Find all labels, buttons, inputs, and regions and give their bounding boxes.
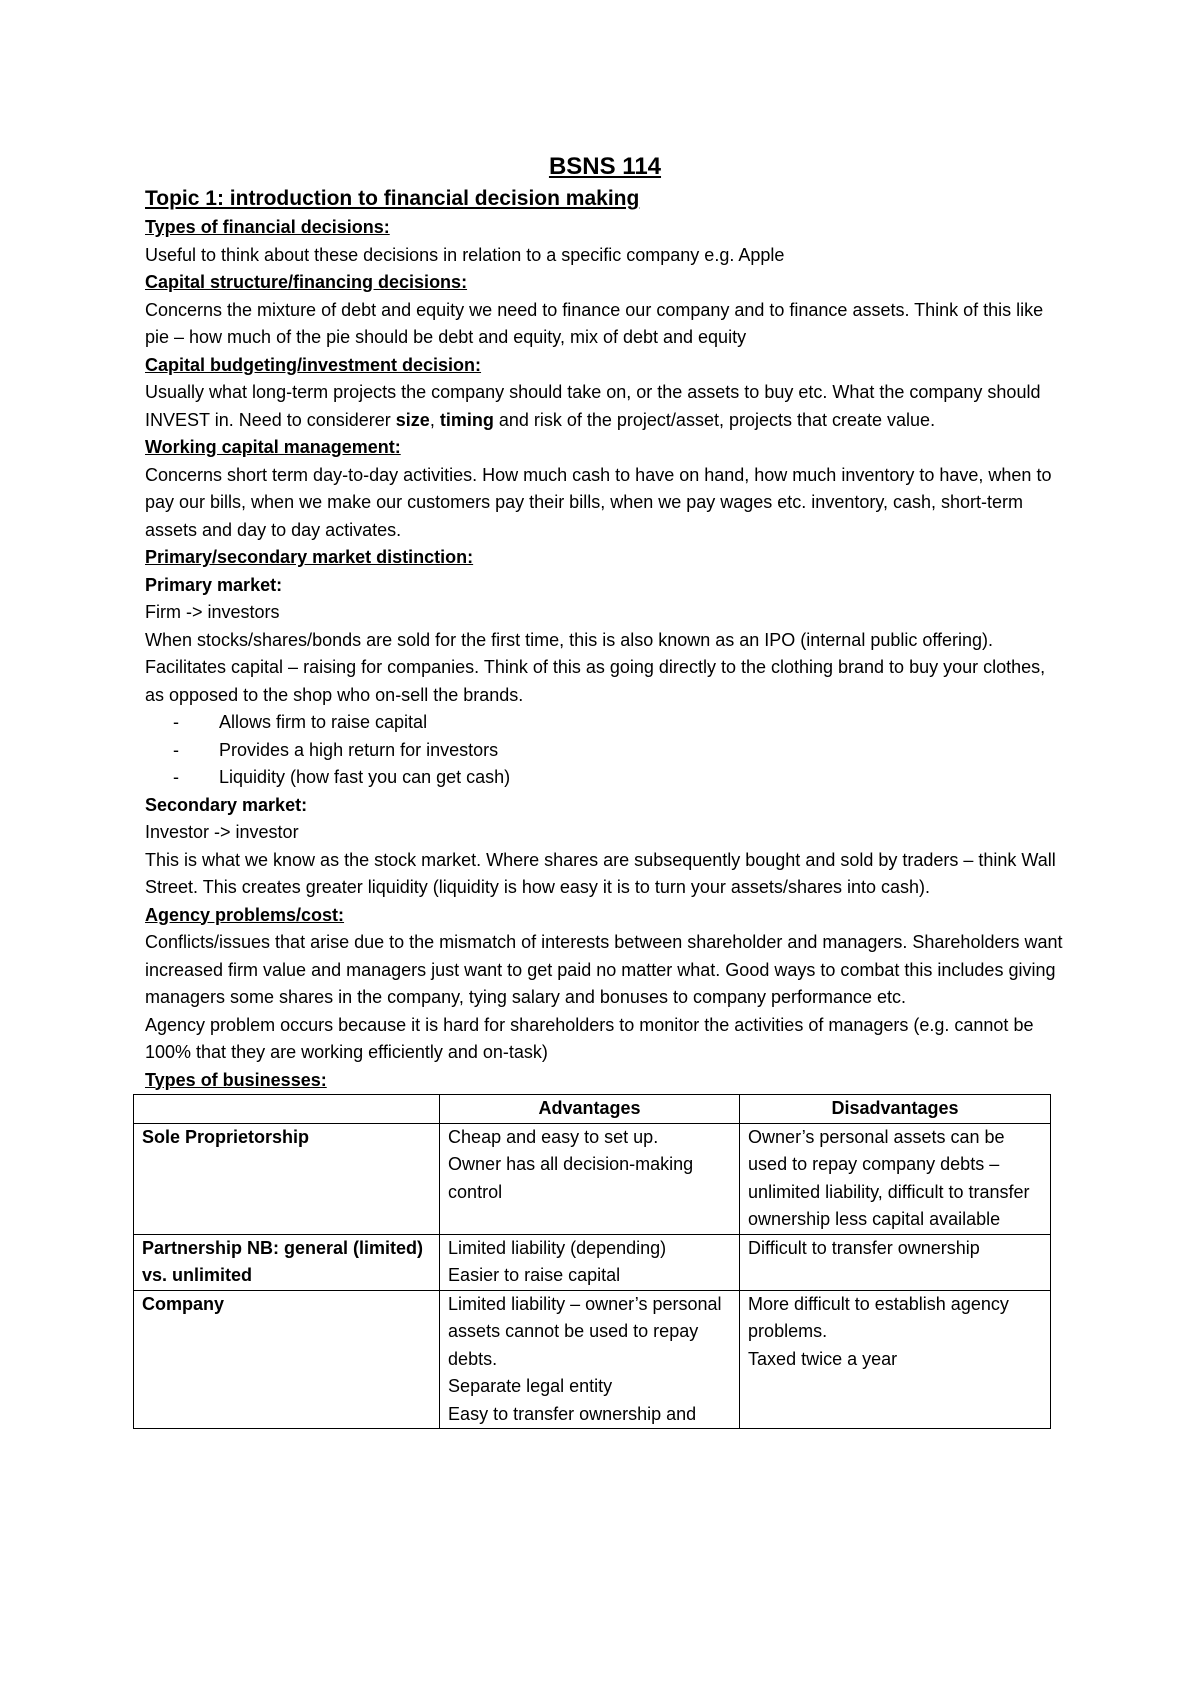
- disadvantages-cell: [740, 1234, 1051, 1290]
- table-header-row: [134, 1095, 1051, 1124]
- document-page: [142, 150, 1065, 1429]
- capital-budgeting-text: [145, 379, 1065, 434]
- types-text: Useful to think about these decisions in relation to a specific company e.g. Apple: [145, 244, 785, 265]
- cell-line: Taxed twice a year: [748, 1348, 898, 1369]
- cell-line: Owner has all decision-making control: [448, 1154, 694, 1202]
- primary-bullet-list: [145, 709, 1065, 792]
- capital-budgeting-text-part: ,: [429, 409, 440, 430]
- capital-structure-text: Concerns the mixture of debt and equity we need to finance our company and to finance assets. Think of this like pie – how much of the pie should be debt and equity, mix of debt and equity: [145, 299, 1044, 347]
- primary-market-heading: Primary market:: [145, 574, 283, 595]
- secondary-text: This is what we know as the stock market. Where shares are subsequently bought and sold by traders – think Wall Street. This creates greater liquidity (liquidity is how easy it is to turn your assets/shares into cash).: [145, 849, 1056, 897]
- business-type-cell: [134, 1290, 440, 1429]
- list-item: - Allows firm to raise capital: [173, 709, 1065, 737]
- cell-line: Easy to transfer ownership and: [448, 1403, 697, 1424]
- primary-flow: Firm -> investors: [145, 602, 280, 622]
- business-types-table: [133, 1094, 1051, 1429]
- secondary-flow: Investor -> investor: [145, 822, 299, 842]
- business-types-heading: Types of businesses:: [145, 1069, 327, 1090]
- cell-line: Difficult to transfer ownership: [748, 1237, 980, 1258]
- cell-line: Limited liability – owner’s personal assets cannot be used to repay debts.: [448, 1293, 722, 1369]
- types-heading: Types of financial decisions:: [145, 217, 390, 237]
- working-capital-heading: Working capital management:: [145, 437, 401, 457]
- table-header-cell: [134, 1095, 440, 1124]
- agency-heading: Agency problems/cost:: [145, 904, 345, 925]
- market-heading: Primary/secondary market distinction:: [145, 547, 474, 567]
- business-type-cell: [134, 1234, 440, 1290]
- disadvantages-cell: [740, 1123, 1051, 1234]
- cell-line: Cheap and easy to set up.: [448, 1126, 659, 1147]
- cell-line: Sole Proprietorship: [142, 1126, 310, 1147]
- primary-text: When stocks/shares/bonds are sold for the first time, this is also known as an IPO (internal public offering). Facilitates capital – raising for companies. Think of this as going directly to the clothing brand to buy your clothes, as opposed to the shop who on-sell the brands.: [145, 629, 1046, 705]
- cell-line: More difficult to establish agency problems.: [748, 1293, 1009, 1341]
- list-item: - Provides a high return for investors: [173, 737, 1065, 765]
- topic-title: Topic 1: introduction to financial decision making: [145, 187, 640, 210]
- cell-line: Separate legal entity: [448, 1376, 613, 1396]
- capital-budgeting-text-part: and risk of the project/asset, projects that create value.: [493, 409, 936, 430]
- size-bold: size: [395, 409, 430, 430]
- capital-budgeting-heading: Capital budgeting/investment decision:: [145, 354, 482, 375]
- list-item: - Liquidity (how fast you can get cash): [173, 764, 1065, 792]
- capital-structure-heading: Capital structure/financing decisions:: [145, 272, 468, 292]
- table-row: [134, 1234, 1051, 1290]
- cell-line: Easier to raise capital: [448, 1265, 621, 1285]
- table-header-cell: Advantages: [440, 1095, 740, 1124]
- cell-line: Company: [142, 1293, 225, 1314]
- secondary-market-heading: Secondary market:: [145, 794, 308, 815]
- disadvantages-cell: [740, 1290, 1051, 1429]
- agency-text: Conflicts/issues that arise due to the mismatch of interests between shareholder and managers. Shareholders want increased firm value and managers just want to get paid no matter what. Good ways to combat this includes giving managers some shares in the company, tying salary and bonuses to company performance etc.: [145, 932, 1063, 1007]
- table-header-cell: Disadvantages: [740, 1095, 1051, 1124]
- table-row: [134, 1123, 1051, 1234]
- document-title: BSNS 114: [548, 153, 662, 180]
- advantages-cell: [440, 1290, 740, 1429]
- table-row: [134, 1290, 1051, 1429]
- cell-line: Limited liability (depending): [448, 1237, 667, 1258]
- timing-bold: timing: [439, 409, 494, 430]
- agency-text: Agency problem occurs because it is hard for shareholders to monitor the activities of managers (e.g. cannot be 100% that they are working efficiently and on-task): [145, 1014, 1034, 1062]
- advantages-cell: [440, 1234, 740, 1290]
- business-type-cell: [134, 1123, 440, 1234]
- cell-line: Partnership NB: general (limited) vs. unlimited: [142, 1237, 424, 1285]
- cell-line: Owner’s personal assets can be used to repay company debts – unlimited liability, difficult to transfer ownership less capital available: [748, 1126, 1030, 1229]
- capital-budgeting-text-part: Usually what long-term projects the company should take on, or the assets to buy etc. What the company should INVEST in. Need to considerer: [145, 382, 1041, 430]
- working-capital-text: Concerns short term day-to-day activities. How much cash to have on hand, how much inventory to have, when to pay our bills, when we make our customers pay their bills, when we pay wages etc. inventory, cash, short-term assets and day to day activates.: [145, 464, 1052, 540]
- advantages-cell: [440, 1123, 740, 1234]
